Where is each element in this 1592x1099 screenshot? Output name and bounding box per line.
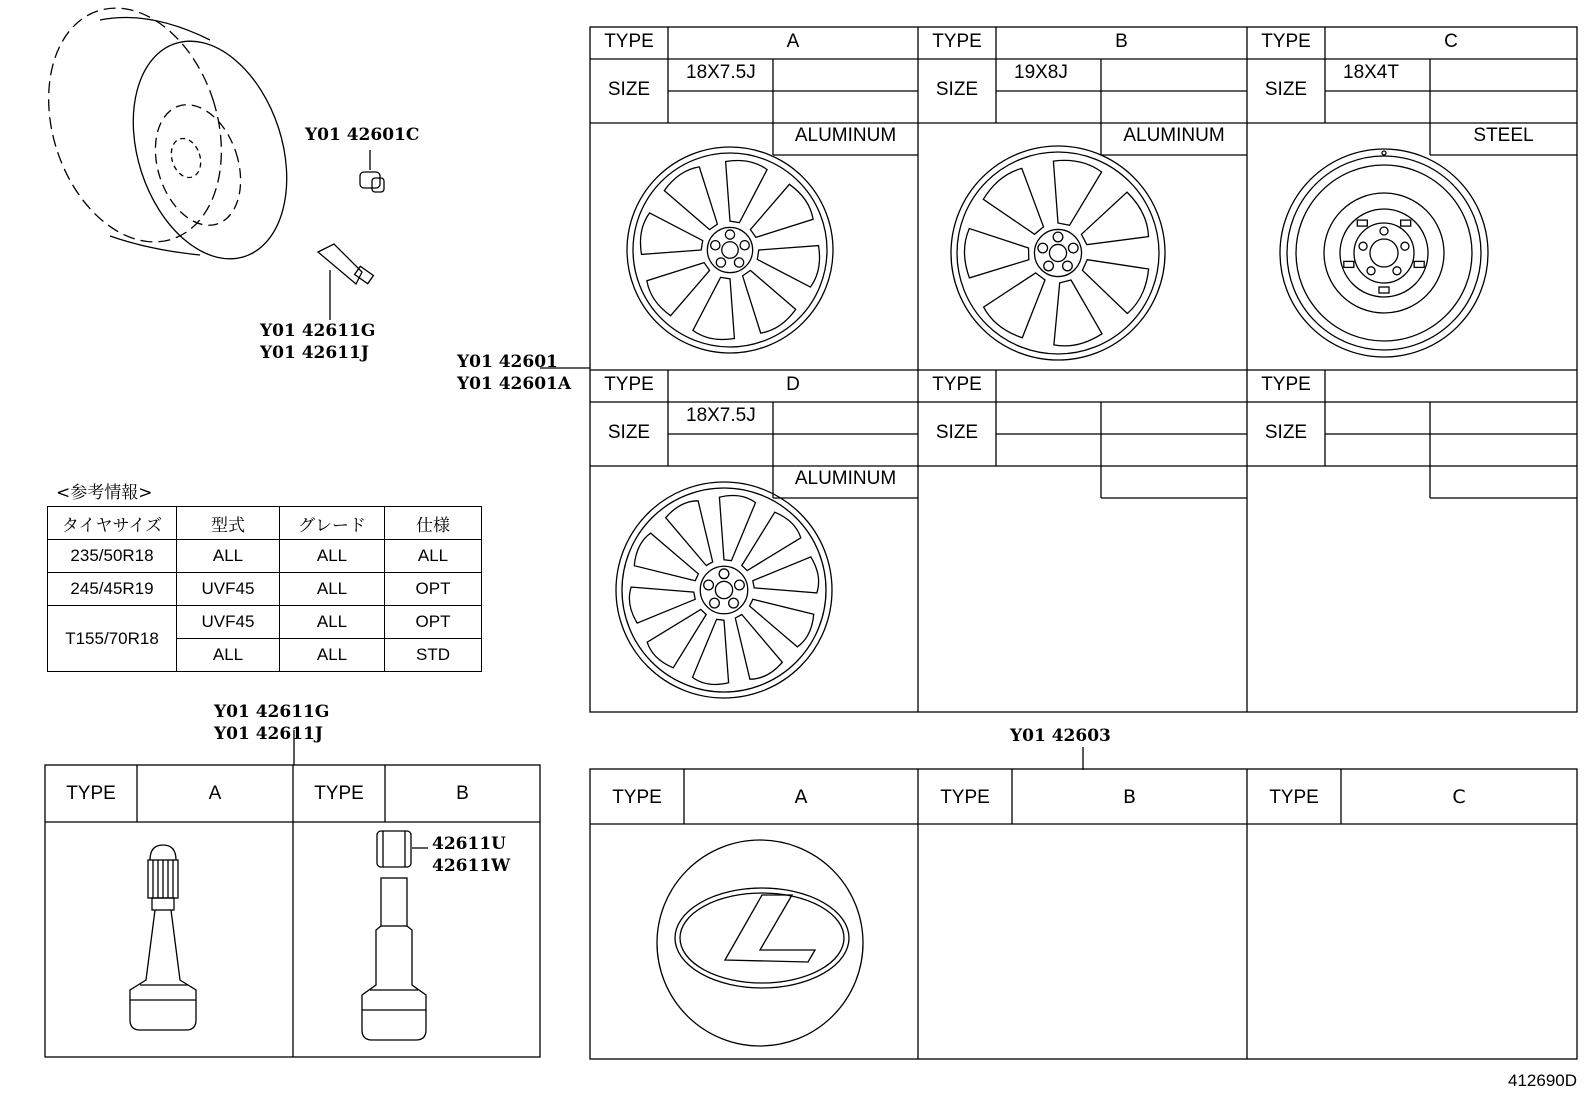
wheel-size-value: 18X7.5J [686, 405, 756, 426]
valve-type-b-value: B [456, 783, 469, 804]
tire-illustration [20, 0, 313, 279]
valve-table-grid [45, 765, 540, 1057]
wheel-size-label: SIZE [935, 422, 979, 443]
wheel-size-label: SIZE [607, 422, 651, 443]
ref-cell: ALL [280, 639, 385, 672]
wheel-material-value: STEEL [1473, 125, 1534, 146]
wheel-material-value: ALUMINUM [794, 125, 897, 146]
wheel-size-value: 18X4T [1343, 62, 1399, 83]
ref-cell: ALL [280, 540, 385, 573]
center-cap-icon [657, 840, 863, 1046]
wheel-size-label: SIZE [607, 79, 651, 100]
part-label-42601a: Y01 42601A [457, 374, 572, 394]
wheel-type-label: TYPE [1261, 374, 1311, 395]
ref-cell: STD [385, 639, 482, 672]
wheel-type-label: TYPE [604, 374, 654, 395]
part-label-42611u: 42611U [432, 834, 506, 854]
wheel-size-label: SIZE [935, 79, 979, 100]
part-label-42611j-lower: Y01 42611J [214, 724, 323, 744]
ref-cell: UVF45 [177, 573, 280, 606]
wheel-type-b-icon [951, 146, 1165, 360]
wheel-type-value: C [1444, 31, 1458, 52]
part-label-42611w: 42611W [432, 856, 511, 876]
valve-type-a-value: A [208, 783, 222, 804]
valve-type-label-b: TYPE [314, 783, 364, 804]
cap-type-a-value: A [794, 786, 808, 808]
valve-type-b-icon [362, 831, 428, 1040]
reference-title: <参考情報> [56, 483, 153, 503]
part-label-42611g: Y01 42611G [260, 321, 376, 341]
ref-cell: UVF45 [177, 606, 280, 639]
wheel-type-value: D [786, 374, 800, 395]
ref-cell: OPT [385, 573, 482, 606]
part-label-42603: Y01 42603 [1010, 726, 1111, 746]
wheel-size-value: 18X7.5J [686, 62, 756, 83]
ref-header-model: 型式 [177, 507, 280, 540]
wheel-type-label: TYPE [932, 31, 982, 52]
ref-cell: ALL [385, 540, 482, 573]
wheel-type-a-icon [627, 147, 833, 353]
valve-type-label-a: TYPE [66, 783, 116, 804]
ref-cell: T155/70R18 [48, 606, 177, 672]
wheel-material-value: ALUMINUM [1123, 125, 1225, 146]
part-label-42611j: Y01 42611J [260, 343, 369, 363]
ref-cell: ALL [280, 573, 385, 606]
ref-cell: OPT [385, 606, 482, 639]
ref-header-grade: グレード [280, 507, 385, 540]
ref-header-tire-size: タイヤサイズ [48, 507, 177, 540]
part-label-42611g-lower: Y01 42611G [214, 702, 330, 722]
cap-type-label-b: TYPE [940, 787, 990, 808]
wheel-type-label: TYPE [932, 374, 982, 395]
ref-cell: 235/50R18 [48, 540, 177, 573]
wheel-size-label: SIZE [1264, 79, 1308, 100]
ref-header-spec: 仕様 [385, 507, 482, 540]
part-label-42601c: Y01 42601C [305, 125, 420, 145]
ref-cell: ALL [177, 540, 280, 573]
wheel-type-d-icon [616, 482, 832, 698]
ref-cell: ALL [177, 639, 280, 672]
wheel-material-value: ALUMINUM [794, 468, 897, 489]
cap-type-c-value: C [1452, 786, 1466, 808]
wheel-type-value: A [786, 31, 800, 52]
ref-cell: 245/45R19 [48, 573, 177, 606]
wheel-size-label: SIZE [1264, 422, 1308, 443]
wheel-nut-icon [360, 150, 384, 192]
wheel-size-value: 19X8J [1014, 62, 1068, 83]
wheel-type-value: B [1115, 31, 1128, 52]
part-label-42601: Y01 42601 [457, 352, 558, 372]
cap-type-b-value: B [1122, 786, 1137, 808]
cap-type-label-c: TYPE [1269, 787, 1319, 808]
cap-type-label-a: TYPE [612, 787, 662, 808]
wheel-type-label: TYPE [604, 31, 654, 52]
valve-type-a-icon [130, 845, 196, 1030]
reference-table [47, 506, 482, 672]
wheel-type-c-icon [1280, 149, 1488, 357]
drawing-number: 412690D [1508, 1071, 1578, 1090]
valve-small-icon [318, 244, 373, 320]
cap-table-grid [590, 769, 1577, 1059]
wheel-type-label: TYPE [1261, 31, 1311, 52]
ref-cell: ALL [280, 606, 385, 639]
